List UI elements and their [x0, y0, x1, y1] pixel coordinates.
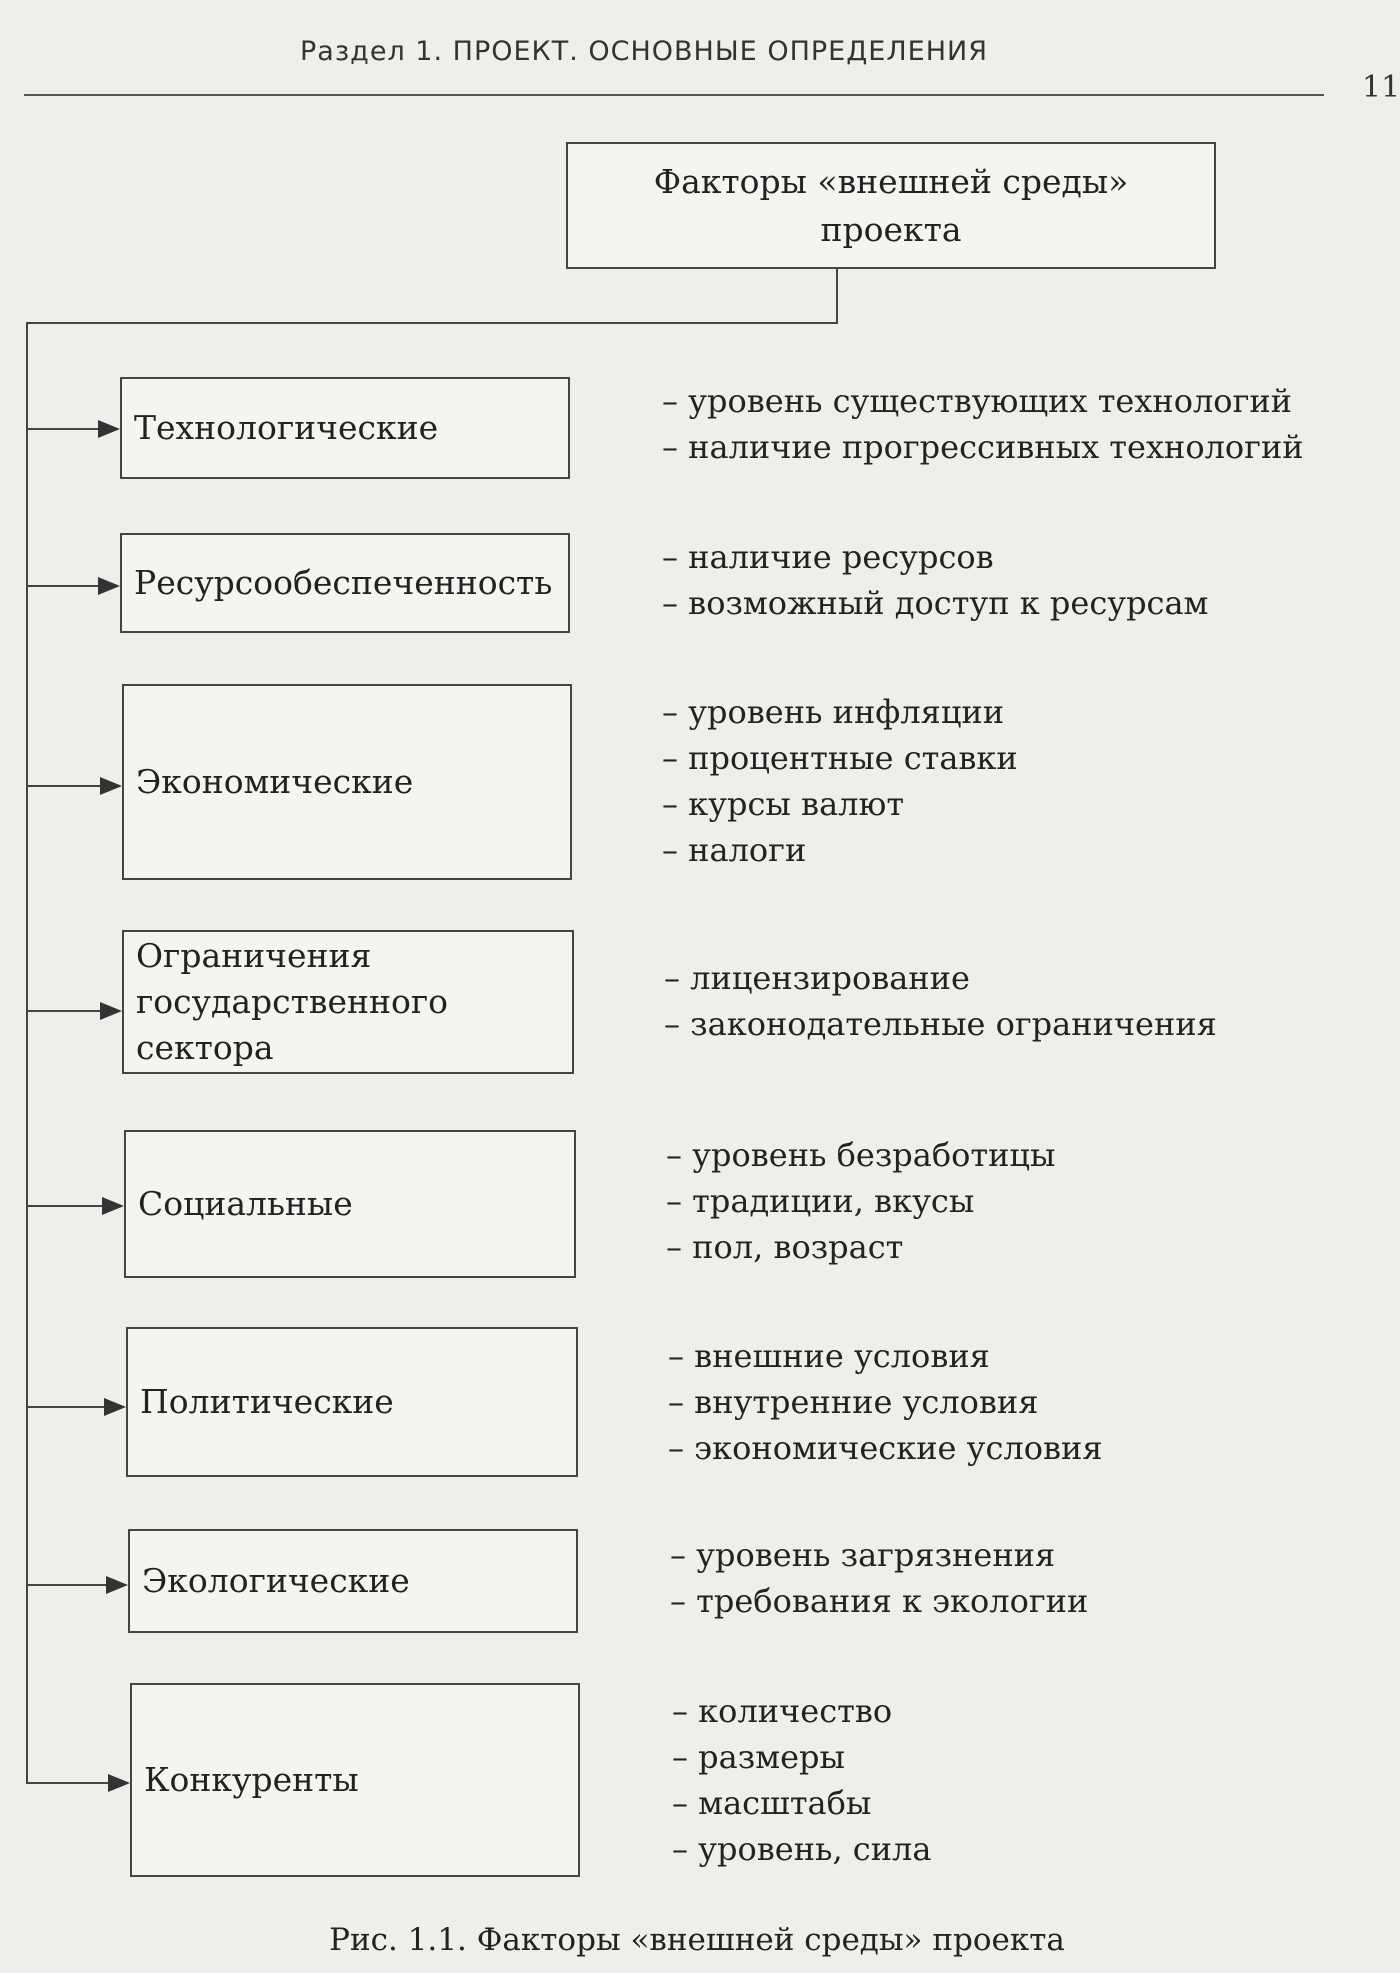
factor-items-economic: [662, 689, 1018, 873]
factor-item: – пол, возраст: [666, 1228, 904, 1266]
factor-label: Экологические: [142, 1561, 410, 1600]
factor-item: – требования к экологии: [670, 1582, 1089, 1620]
factor-label: Конкуренты: [144, 1760, 359, 1799]
factor-item: – размеры: [672, 1738, 845, 1776]
branch-connector: [26, 585, 108, 587]
factor-item: – масштабы: [672, 1784, 872, 1822]
root-down-connector: [836, 269, 838, 324]
factor-label: Социальные: [138, 1184, 353, 1223]
factor-box-political: [126, 1327, 578, 1477]
branch-connector: [26, 1782, 118, 1784]
factor-items-competitors: [672, 1688, 931, 1872]
factor-label: Экономические: [136, 762, 414, 801]
factor-box-technological: [120, 377, 570, 479]
factor-box-government: [122, 930, 574, 1074]
factor-item: – процентные ставки: [662, 739, 1018, 777]
factor-label: Ресурсообеспеченность: [134, 563, 553, 602]
branch-connector: [26, 1010, 110, 1012]
factor-item: – экономические условия: [668, 1429, 1103, 1467]
header-rule: [24, 94, 1324, 96]
factor-label-line: Ограничения: [136, 936, 372, 975]
factor-item: – внутренние условия: [668, 1383, 1039, 1421]
factor-box-social: [124, 1130, 576, 1278]
arrow-icon: [100, 1002, 122, 1020]
top-horizontal-connector: [26, 322, 838, 324]
factor-item: – лицензирование: [664, 959, 970, 997]
factor-items-social: [666, 1132, 1055, 1270]
left-vertical-trunk: [26, 322, 28, 1784]
factor-item: – уровень безработицы: [666, 1136, 1056, 1174]
arrow-icon: [98, 420, 120, 438]
branch-connector: [26, 785, 110, 787]
arrow-icon: [108, 1774, 130, 1792]
factor-items-ecological: [670, 1532, 1088, 1624]
factor-item: – возможный доступ к ресурсам: [662, 584, 1209, 622]
running-header: Раздел 1. ПРОЕКТ. ОСНОВНЫЕ ОПРЕДЕЛЕНИЯ: [300, 36, 988, 67]
root-factor-box: [566, 142, 1216, 269]
root-title-line-1: Факторы «внешней среды»: [653, 161, 1129, 201]
factor-box-economic: [122, 684, 572, 880]
page-number: 11: [1362, 70, 1400, 105]
root-title-line-2: проекта: [820, 209, 962, 249]
branch-connector: [26, 1406, 114, 1408]
factor-item: – курсы валют: [662, 785, 905, 823]
factor-label: Технологические: [134, 408, 439, 447]
arrow-icon: [100, 777, 122, 795]
factor-items-government: [664, 955, 1217, 1047]
arrow-icon: [104, 1398, 126, 1416]
arrow-icon: [102, 1197, 124, 1215]
factor-box-ecological: [128, 1529, 578, 1633]
factor-items-political: [668, 1333, 1103, 1471]
branch-connector: [26, 428, 108, 430]
factor-item: – количество: [672, 1692, 893, 1730]
factor-box-competitors: [130, 1683, 580, 1877]
factor-item: – уровень существующих технологий: [662, 382, 1292, 420]
factor-item: – внешние условия: [668, 1337, 990, 1375]
arrow-icon: [106, 1576, 128, 1594]
factor-item: – налоги: [662, 831, 807, 869]
factor-item: – наличие ресурсов: [662, 538, 994, 576]
factor-items-technological: [662, 378, 1304, 470]
branch-connector: [26, 1584, 116, 1586]
branch-connector: [26, 1205, 112, 1207]
arrow-icon: [98, 577, 120, 595]
factor-item: – уровень инфляции: [662, 693, 1005, 731]
factor-box-resources: [120, 533, 570, 633]
factor-item: – уровень, сила: [672, 1830, 932, 1868]
factor-item: – уровень загрязнения: [670, 1536, 1056, 1574]
factor-item: – традиции, вкусы: [666, 1182, 975, 1220]
factor-item: – наличие прогрессивных технологий: [662, 428, 1304, 466]
factor-label-line: сектора: [136, 1028, 274, 1067]
factor-label: Политические: [140, 1382, 394, 1421]
factor-item: – законодательные ограничения: [664, 1005, 1217, 1043]
factor-items-resources: [662, 534, 1208, 626]
figure-caption: Рис. 1.1. Факторы «внешней среды» проекта: [329, 1922, 1065, 1958]
factor-label-line: государственного: [136, 982, 449, 1021]
